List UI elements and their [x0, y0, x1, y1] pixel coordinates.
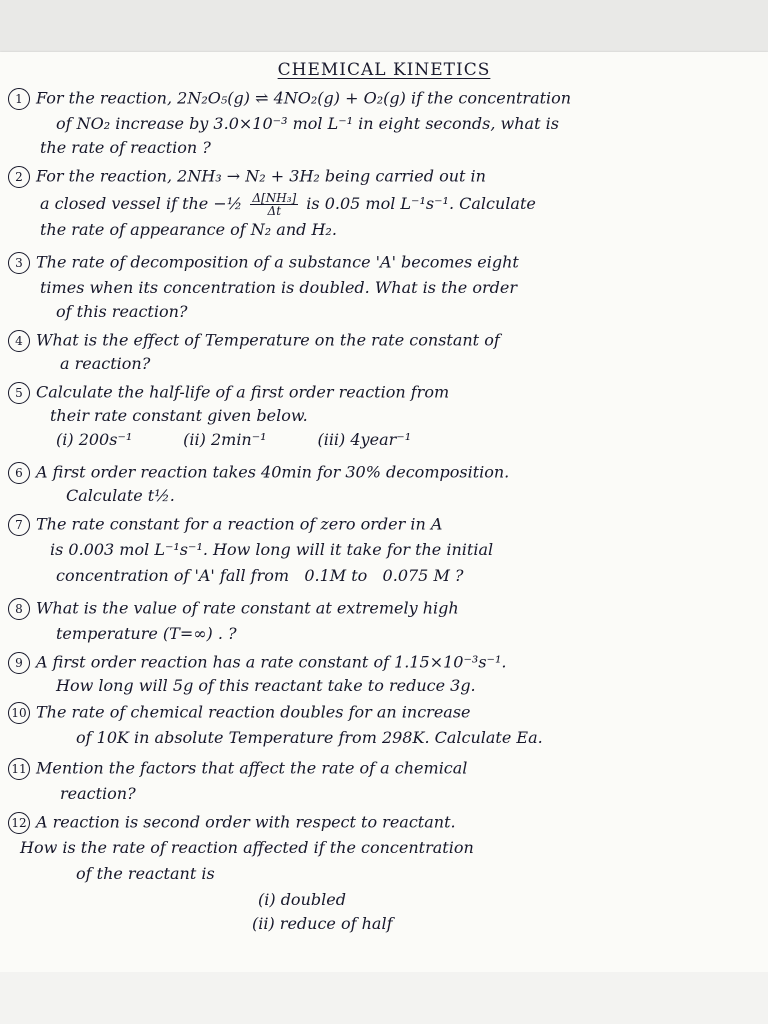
- question-12-line-1: 12 A reaction is second order with respect to reactant.: [8, 812, 456, 834]
- question-11-line-2: reaction?: [60, 784, 136, 803]
- question-1-line-3: the rate of reaction ?: [40, 138, 211, 157]
- page-title: CHEMICAL KINETICS: [277, 60, 491, 80]
- question-number: 8: [8, 598, 30, 620]
- question-12-line-3: of the reactant is: [76, 864, 215, 883]
- question-7-line-1: 7 The rate constant for a reaction of zero order in A: [8, 514, 442, 536]
- question-number: 10: [8, 702, 30, 724]
- question-5-options: (i) 200s⁻¹ (ii) 2min⁻¹ (iii) 4year⁻¹: [56, 430, 412, 449]
- question-12-option-2: (ii) reduce of half: [252, 914, 393, 933]
- question-number: 3: [8, 252, 30, 274]
- question-6-line-1: 6 A first order reaction takes 40min for 30% decomposition.: [8, 462, 509, 484]
- question-1-line-1: 1 For the reaction, 2N₂O₅(g) ⇌ 4NO₂(g) + O₂(g) if the concentration: [8, 88, 571, 110]
- question-5-line-2: their rate constant given below.: [50, 406, 308, 425]
- question-8-line-1: 8 What is the value of rate constant at extremely high: [8, 598, 459, 620]
- question-number: 12: [8, 812, 30, 834]
- question-10-line-1: 10 The rate of chemical reaction doubles for an increase: [8, 702, 471, 724]
- question-4-line-1: 4 What is the effect of Temperature on the rate constant of: [8, 330, 500, 352]
- question-number: 5: [8, 382, 30, 404]
- page-bottom-margin: [0, 972, 768, 1024]
- question-3-line-3: of this reaction?: [56, 302, 188, 321]
- question-6-line-2: Calculate t½.: [66, 486, 175, 505]
- question-11-line-1: 11 Mention the factors that affect the rate of a chemical: [8, 758, 467, 780]
- question-5-line-1: 5 Calculate the half-life of a first order reaction from: [8, 382, 449, 404]
- question-10-line-2: of 10K in absolute Temperature from 298K. Calculate Ea.: [76, 728, 543, 747]
- question-4-line-2: a reaction?: [60, 354, 151, 373]
- question-number: 7: [8, 514, 30, 536]
- question-2-line-2: a closed vessel if the −½ $\frac{\text{Δ[NH₃]}}{\Delta t}$ is 0.05 mol L⁻¹s⁻¹. Calculate: [40, 191, 536, 218]
- question-number: 1: [8, 88, 30, 110]
- question-12-option-1: (i) doubled: [258, 890, 346, 909]
- question-9-line-2: How long will 5g of this reactant take to reduce 3g.: [56, 676, 476, 695]
- handwritten-page: [0, 52, 768, 972]
- question-7-line-3: concentration of 'A' fall from 0.1M to 0.075 M ?: [56, 566, 464, 585]
- rate-fraction: $\frac{\text{Δ[NH₃]}}{\Delta t}$: [252, 191, 297, 218]
- question-7-line-2: is 0.003 mol L⁻¹s⁻¹. How long will it take for the initial: [50, 540, 494, 559]
- question-3-line-2: times when its concentration is doubled. What is the order: [40, 278, 517, 297]
- question-9-line-1: 9 A first order reaction has a rate constant of 1.15×10⁻³s⁻¹.: [8, 652, 506, 674]
- question-number: 6: [8, 462, 30, 484]
- question-8-line-2: temperature (T=∞) . ?: [56, 624, 237, 643]
- question-3-line-1: 3 The rate of decomposition of a substance 'A' becomes eight: [8, 252, 519, 274]
- question-12-line-2: How is the rate of reaction affected if the concentration: [20, 838, 474, 857]
- question-number: 11: [8, 758, 30, 780]
- question-2-line-3: the rate of appearance of N₂ and H₂.: [40, 220, 337, 239]
- question-number: 2: [8, 166, 30, 188]
- question-number: 9: [8, 652, 30, 674]
- question-2-line-1: 2 For the reaction, 2NH₃ → N₂ + 3H₂ being carried out in: [8, 166, 486, 188]
- question-number: 4: [8, 330, 30, 352]
- question-1-line-2: of NO₂ increase by 3.0×10⁻³ mol L⁻¹ in eight seconds, what is: [56, 114, 559, 133]
